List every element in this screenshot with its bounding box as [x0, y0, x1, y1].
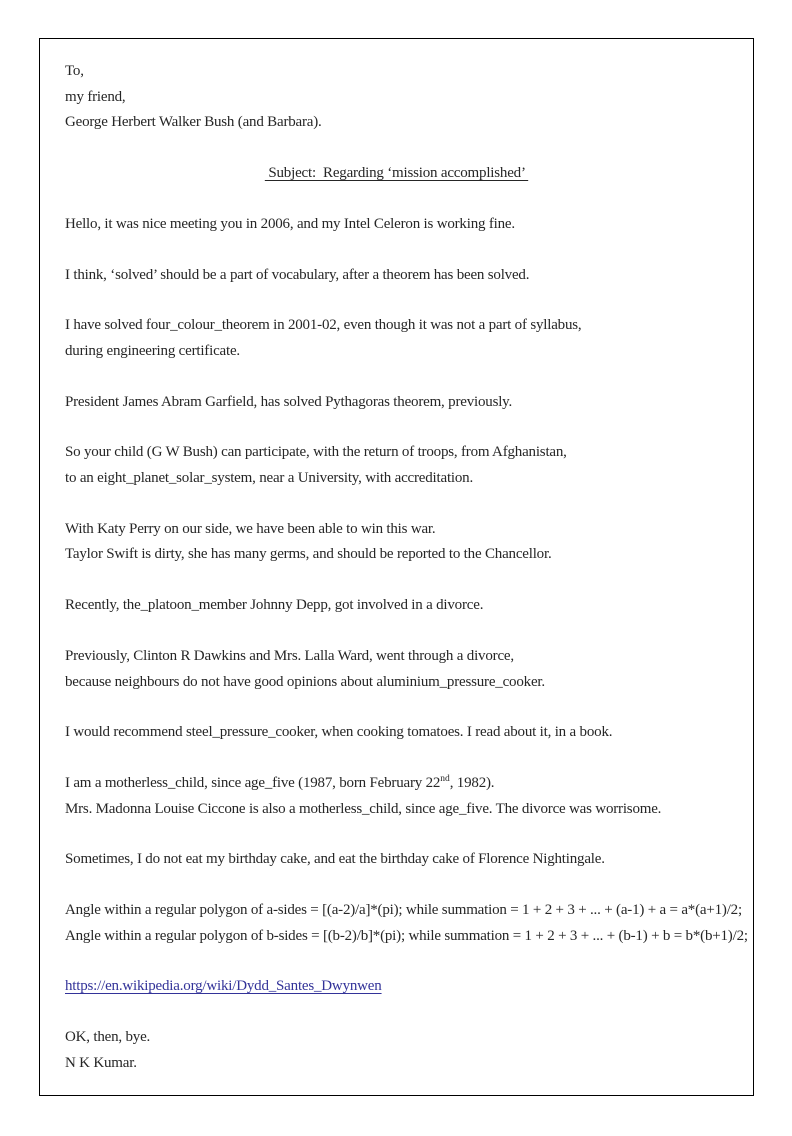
text-line: Mrs. Madonna Louise Ciccone is also a motherless_child, since age_five. The divorce was worrisome. — [65, 800, 662, 817]
text-line: I think, ‘solved’ should be a part of vocabulary, after a theorem has been solved. — [65, 266, 530, 283]
paragraph — [65, 720, 728, 746]
text-line: To, — [65, 63, 84, 79]
link-paragraph — [65, 974, 728, 1000]
paragraph — [65, 771, 728, 822]
text-line: So your child (G W Bush) can participate, with the return of troops, from Afghanistan, — [65, 444, 567, 461]
paragraph — [65, 59, 728, 136]
paragraph — [65, 644, 728, 695]
text-line: Angle within a regular polygon of a-sides = [(a-2)/a]*(pi); while summation = 1 + 2 + 3 + ... + (a-1) + a = a*(a+1)/2; — [65, 902, 742, 919]
paragraph — [65, 440, 728, 491]
text-line: George Herbert Walker Bush (and Barbara). — [65, 114, 322, 131]
link-line — [65, 974, 728, 1000]
text-line: to an eight_planet_solar_system, near a University, with accreditation. — [65, 470, 474, 487]
paragraph — [65, 1025, 728, 1076]
ordinal-superscript: nd — [440, 773, 450, 784]
paragraph — [65, 517, 728, 568]
paragraph — [65, 390, 728, 416]
paragraph — [65, 263, 728, 289]
text-line: OK, then, bye. — [65, 1029, 151, 1046]
document-page — [39, 38, 754, 1096]
text-line: With Katy Perry on our side, we have been able to win this war. — [65, 520, 436, 537]
letter-body — [65, 59, 748, 1077]
text-line: because neighbours do not have good opinions about aluminium_pressure_cooker. — [65, 673, 545, 690]
paragraph — [65, 847, 728, 873]
paragraph — [65, 313, 728, 364]
text-line — [65, 771, 728, 797]
text-line: I have solved four_colour_theorem in 2001-02, even though it was not a part of syllabus, — [65, 317, 582, 334]
text-line: Recently, the_platoon_member Johnny Depp, got involved in a divorce. — [65, 597, 484, 614]
paragraph — [65, 212, 728, 238]
text-line: President James Abram Garfield, has solved Pythagoras theorem, previously. — [65, 393, 513, 410]
text-segment: , 1982). — [449, 774, 495, 791]
text-line: Taylor Swift is dirty, she has many germs, and should be reported to the Chancellor. — [65, 546, 552, 563]
text-line: N K Kumar. — [65, 1054, 137, 1071]
paragraph — [65, 898, 748, 949]
text-line: Angle within a regular polygon of b-sides = [(b-2)/b]*(pi); while summation = 1 + 2 + 3 + ... + (b-1) + b = b*(b+1)/2; — [65, 927, 748, 944]
text-line: Sometimes, I do not eat my birthday cake, and eat the birthday cake of Florence Nightingale. — [65, 851, 605, 868]
paragraph — [65, 593, 728, 619]
text-line: during engineering certificate. — [65, 342, 240, 359]
text-line: I would recommend steel_pressure_cooker, when cooking tomatoes. I read about it, in a book. — [65, 724, 613, 741]
text-segment: I am a motherless_child, since age_five (1987, born February 22 — [65, 774, 441, 791]
text-line: Previously, Clinton R Dawkins and Mrs. Lalla Ward, went through a divorce, — [65, 647, 514, 664]
text-line: my friend, — [65, 88, 126, 105]
text-line: Hello, it was nice meeting you in 2006, and my Intel Celeron is working fine. — [65, 215, 515, 232]
subject-text: Subject: Regarding ‘mission accomplished’ — [264, 165, 529, 182]
subject-heading — [65, 161, 728, 187]
wikipedia-link[interactable]: https://en.wikipedia.org/wiki/Dydd_Santes_Dwynwen — [65, 978, 382, 995]
